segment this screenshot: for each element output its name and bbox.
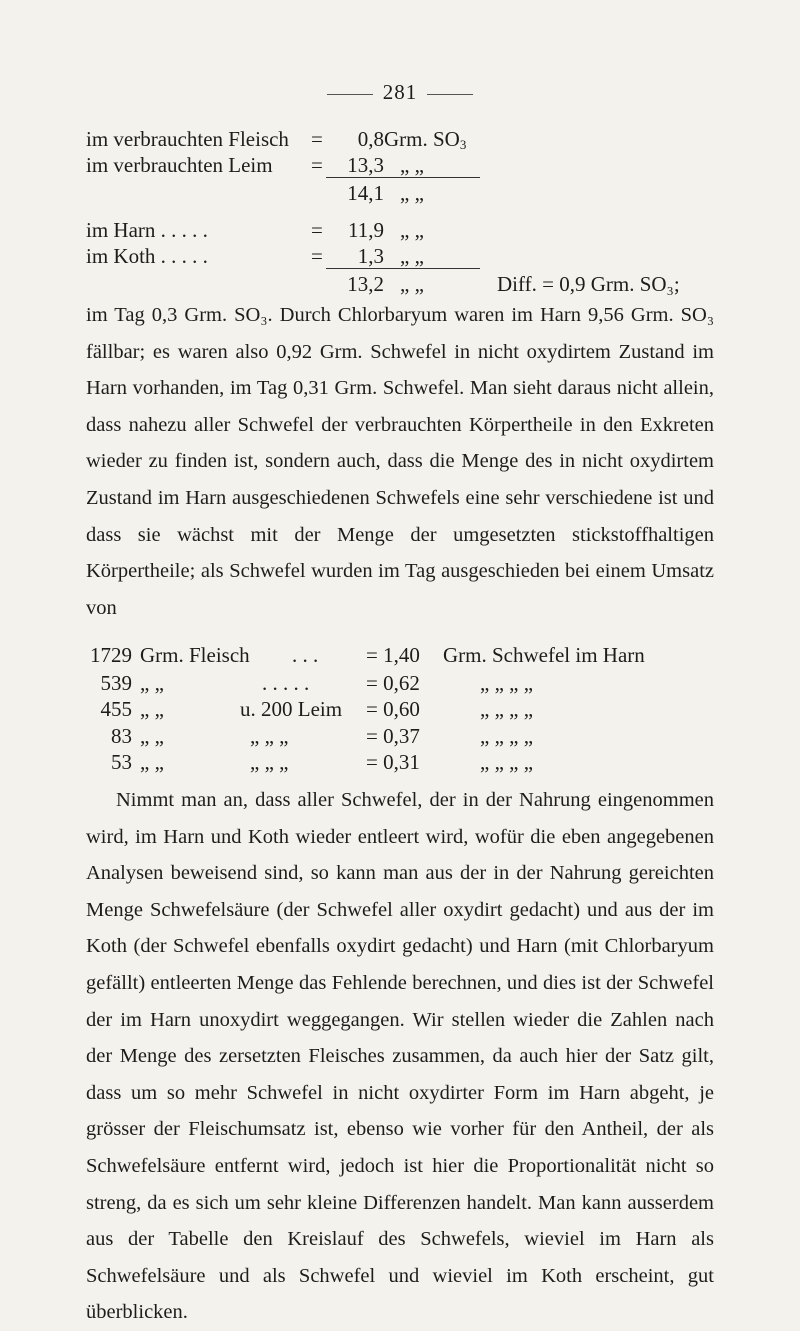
table-amount: 539 [100, 671, 132, 695]
balance-value: 0,8 [357, 127, 384, 151]
sum-rule [326, 177, 480, 178]
table-col2: „ „ [140, 697, 164, 721]
table-tail: Grm. Schwefel im Harn [443, 643, 645, 667]
table-amount: 53 [111, 750, 132, 774]
table-tail: „ „ „ „ [480, 750, 534, 774]
table-value: = 1,40 [366, 643, 420, 667]
table-amount: 455 [100, 697, 132, 721]
sum-rule [326, 268, 480, 269]
balance-label: im Koth . . . . . [86, 244, 208, 268]
balance-eq: = [311, 244, 323, 268]
table-col2: Grm. Fleisch [140, 643, 250, 667]
page-number: 281 [0, 80, 800, 105]
balance-sum: 14,1 [347, 181, 384, 205]
table-col3: . . . . . [262, 671, 310, 695]
table-value: = 0,60 [366, 697, 420, 721]
table-tail: „ „ „ „ [480, 671, 534, 695]
header-dash-right [427, 94, 473, 95]
table-value: = 0,31 [366, 750, 420, 774]
balance-eq: = [311, 127, 323, 151]
balance-eq: = [311, 218, 323, 242]
balance-value: 13,3 [347, 153, 384, 177]
table-col3: „ „ „ [250, 750, 289, 774]
balance-unit: „ „ [400, 244, 424, 268]
table-col2: „ „ [140, 750, 164, 774]
table-col3: . . . [292, 643, 319, 667]
balance-unit: „ „ [400, 153, 424, 177]
table-col2: „ „ [140, 671, 164, 695]
table-tail: „ „ „ „ [480, 697, 534, 721]
difference-note: Diff. = 0,9 Grm. SO₃; [497, 272, 680, 296]
balance-value: 11,9 [348, 218, 384, 242]
table-tail: „ „ „ „ [480, 724, 534, 748]
balance-label: im verbrauchten Leim [86, 153, 273, 177]
table-amount: 83 [111, 724, 132, 748]
balance-unit: Grm. $SO_3$ [384, 127, 467, 152]
table-value: = 0,37 [366, 724, 420, 748]
table-col2: „ „ [140, 724, 164, 748]
header-dash-left [327, 94, 373, 95]
balance-sum: 13,2 [347, 272, 384, 296]
balance-label: im verbrauchten Fleisch [86, 127, 289, 151]
table-col3: „ „ „ [250, 724, 289, 748]
balance-unit: „ „ [400, 181, 424, 205]
balance-unit: „ „ [400, 272, 424, 296]
table-col3: u. 200 Leim [240, 697, 343, 721]
balance-unit: „ „ [400, 218, 424, 242]
balance-eq: = [311, 153, 323, 177]
paragraph-1: im Tag 0,3 Grm. SO₃. Durch Chlorbaryum waren im Harn 9,56 Grm. SO₃ fällbar; es waren also 0,92 Grm. Schwefel in nicht oxydirtem Zustand im Harn vorhanden, im Tag 0,31 Grm. Schwefel. Man sieht daraus nicht allein, dass nahezu aller Schwefel der verbrauchten Körpertheile in den Exkreten wieder zu finden ist, sondern auch, dass die Menge des in nicht oxydirtem Zustand im Harn ausgeschiedenen Schwefels eine sehr verschiedene ist und dass sie wächst mit der Menge der umgesetzten stickstoffhaltigen Körpertheile; als Schwefel wurden im Tag ausgeschieden bei einem Umsatz von [86, 304, 714, 619]
table-amount: 1729 [90, 643, 132, 667]
paragraph-2: Nimmt man an, dass aller Schwefel, der in der Nahrung eingenommen wird, im Harn und Koth wieder entleert wird, wofür die eben angegebenen Analysen beweisend sind, so kann man aus der in der Nahrung gereichten Menge Schwefelsäure (der Schwefel aller oxydirt gedacht) und aus der im Koth (der Schwefel ebenfalls oxydirt gedacht) und Harn (mit Chlorbaryum gefällt) entleerten Menge das Fehlende berechnen, und dies ist der Schwefel der im Harn unoxydirt weggegangen. Wir stellen wieder die Zahlen nach der Menge des zersetzten Fleisches zusammen, da auch hier der Satz gilt, dass um so mehr Schwefel in nicht oxydirter Form im Harn abgeht, je grösser der Fleischumsatz ist, ebenso wie vorher für den Antheil, der als Schwefelsäure entfernt wird, jedoch ist hier die Proportionalität nicht so streng, da es sich um sehr kleine Differenzen handelt. Man kann ausserdem aus der Tabelle den Kreislauf des Schwefels, wieviel im Harn als Schwefelsäure und als Schwefel und wieviel im Koth erscheint, gut überblicken. [86, 789, 714, 1324]
table-value: = 0,62 [366, 671, 420, 695]
balance-label: im Harn . . . . . [86, 218, 208, 242]
balance-value: 1,3 [357, 244, 384, 268]
